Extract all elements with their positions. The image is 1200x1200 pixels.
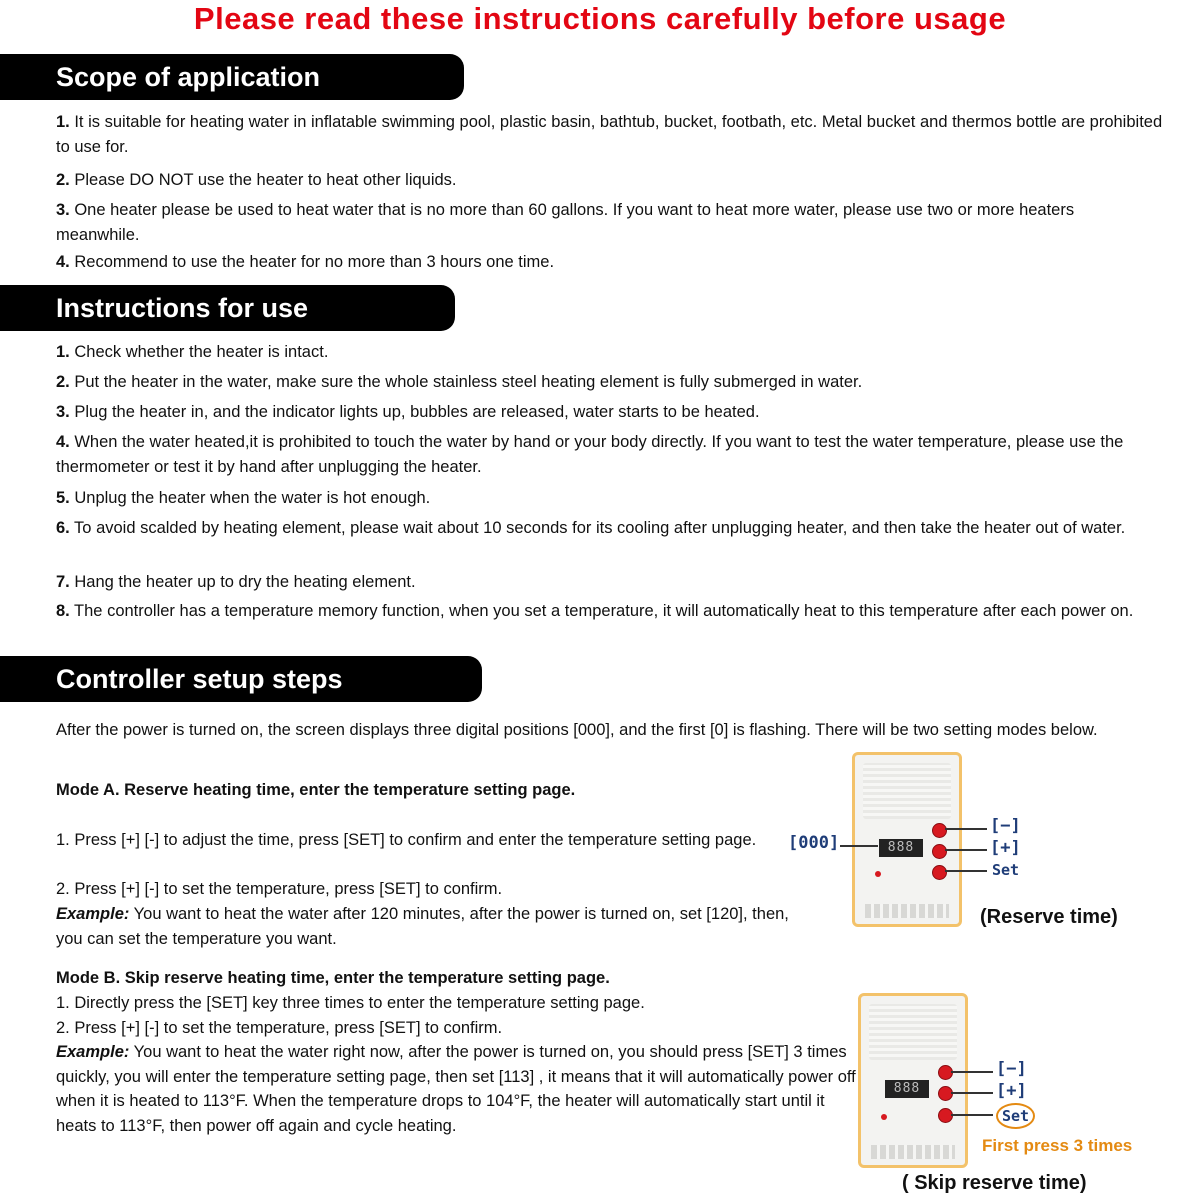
minus-label: [−] bbox=[996, 1059, 1027, 1079]
plus-leader-line bbox=[951, 1092, 993, 1094]
reserve-time-caption: (Reserve time) bbox=[980, 906, 1118, 928]
mode-b-example: Example: You want to heat the water right now, after the power is turned on, you should press [SET] 3 times quickly, you will enter the temperature setting page, then set [113] , it means that it will automatically power off when it is heated to 113°F. When the temperature drops to 104°F, the heater will automatically start until it heats to 113°F, then power off again and cycle heating. bbox=[56, 1043, 856, 1135]
controller-heading: Controller setup steps bbox=[0, 656, 482, 702]
scope-heading: Scope of application bbox=[0, 54, 464, 100]
lcd-display: 888 bbox=[885, 1080, 929, 1098]
scope-item-1: 1. It is suitable for heating water in inflatable swimming pool, plastic basin, bathtub, bucket, footbath, etc. Metal bucket and thermos bottle are prohibited to use for. bbox=[56, 113, 1163, 156]
set-leader-line bbox=[951, 1114, 993, 1116]
instruction-item-2: 2. Put the heater in the water, make sure the whole stainless steel heating element is fully submerged in water. bbox=[56, 373, 863, 391]
set-button bbox=[938, 1108, 953, 1123]
scope-item-3: 3. One heater please be used to heat water that is no more than 60 gallons. If you want to heat more water, please use two or more heaters meanwhile. bbox=[56, 201, 1075, 244]
mode-a-step-2: 2. Press [+] [-] to set the temperature, press [SET] to confirm. bbox=[56, 880, 503, 898]
set-button bbox=[932, 865, 947, 880]
controller-diagram-a bbox=[852, 752, 962, 927]
instruction-item-4: 4. When the water heated,it is prohibited to touch the water by hand or your body directly. If you want to test the water temperature, please use the thermometer or test it by hand after unplugging the heater. bbox=[56, 433, 1124, 476]
minus-label: [−] bbox=[990, 816, 1021, 836]
indicator-led bbox=[875, 871, 881, 877]
mode-a-step-1: 1. Press [+] [-] to adjust the time, press [SET] to confirm and enter the temperature setting page. bbox=[56, 831, 757, 849]
device-label-plate bbox=[869, 1004, 957, 1060]
plus-leader-line bbox=[945, 849, 987, 851]
instruction-item-6: 6. To avoid scalded by heating element, please wait about 10 seconds for its cooling after unplugging heater, and then take the heater out of water. bbox=[56, 519, 1126, 537]
instruction-item-8: 8. The controller has a temperature memory function, when you set a temperature, it will automatically heat to this temperature after each power on. bbox=[56, 602, 1134, 620]
set-label-circled: Set bbox=[996, 1103, 1035, 1129]
skip-reserve-caption: ( Skip reserve time) bbox=[902, 1172, 1087, 1194]
plus-button bbox=[938, 1086, 953, 1101]
set-label: Set bbox=[992, 861, 1020, 879]
indicator-led bbox=[881, 1114, 887, 1120]
display-leader-line bbox=[840, 845, 878, 847]
mode-a-title: Mode A. Reserve heating time, enter the temperature setting page. bbox=[56, 781, 576, 799]
instructions-heading: Instructions for use bbox=[0, 285, 455, 331]
mode-b-title: Mode B. Skip reserve heating time, enter the temperature setting page. bbox=[56, 969, 610, 987]
set-leader-line bbox=[945, 870, 987, 872]
controller-intro: After the power is turned on, the screen displays three digital positions [000], and the first [0] is flashing. There will be two setting modes below. bbox=[56, 721, 1098, 739]
instruction-item-7: 7. Hang the heater up to dry the heating element. bbox=[56, 573, 416, 591]
minus-leader-line bbox=[945, 828, 987, 830]
instruction-item-5: 5. Unplug the heater when the water is hot enough. bbox=[56, 489, 431, 507]
minus-button bbox=[938, 1065, 953, 1080]
instruction-item-3: 3. Plug the heater in, and the indicator lights up, bubbles are released, water starts to be heated. bbox=[56, 403, 760, 421]
mode-b-step-1: 1. Directly press the [SET] key three times to enter the temperature setting page. bbox=[56, 994, 645, 1012]
mode-b-step-2: 2. Press [+] [-] to set the temperature, press [SET] to confirm. bbox=[56, 1019, 503, 1037]
device-label-plate bbox=[863, 763, 951, 819]
device-footer bbox=[871, 1145, 955, 1159]
page-title: Please read these instructions carefully before usage bbox=[193, 1, 1007, 36]
scope-item-2: 2. Please DO NOT use the heater to heat other liquids. bbox=[56, 171, 457, 189]
lcd-display: 888 bbox=[879, 839, 923, 857]
controller-diagram-b bbox=[858, 993, 968, 1168]
first-press-note: First press 3 times bbox=[982, 1136, 1133, 1155]
plus-label: [+] bbox=[996, 1081, 1027, 1101]
instruction-item-1: 1. Check whether the heater is intact. bbox=[56, 343, 329, 361]
minus-button bbox=[932, 823, 947, 838]
mode-a-example: Example: You want to heat the water after 120 minutes, after the power is turned on, set [120], then, you can set the temperature you want. bbox=[56, 905, 789, 948]
display-label: [000] bbox=[788, 833, 840, 853]
device-footer bbox=[865, 904, 949, 918]
plus-label: [+] bbox=[990, 838, 1021, 858]
scope-item-4: 4. Recommend to use the heater for no more than 3 hours one time. bbox=[56, 253, 555, 271]
minus-leader-line bbox=[951, 1071, 993, 1073]
plus-button bbox=[932, 844, 947, 859]
